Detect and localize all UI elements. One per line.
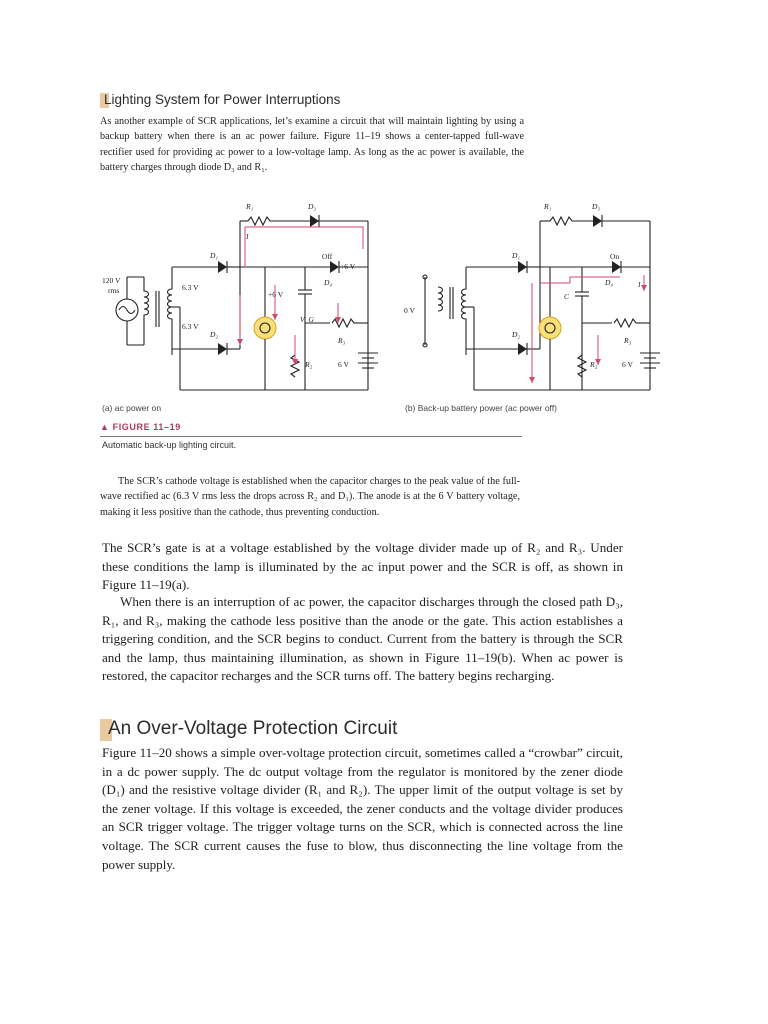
label-secondary-bottom: 6.3 V: [182, 322, 199, 331]
label-d3: D₃: [308, 202, 317, 211]
label-d1: D₁: [512, 251, 521, 260]
label-cap-voltage: +6 V: [268, 290, 284, 299]
resistor-r1-symbol: [248, 217, 270, 225]
label-d1: D₁: [210, 251, 219, 260]
caption-circuit-a: (a) ac power on: [102, 403, 162, 413]
label-source: 120 V: [102, 276, 121, 285]
label-d4: D₄: [605, 278, 614, 287]
label-scr-anode: +6 V: [340, 262, 356, 271]
label-capacitor: C: [564, 292, 570, 301]
intro-paragraph: As another example of SCR applications, let’s examine a circuit that will maintain lighting by using a backup battery when there is an ac power failure. Figure 11–19 shows a center-tapped full-wave rectifier used for providing ac power to a low-voltage lamp. As long as the ac power is available, the battery charges through diode D₃ and R₁.: [100, 116, 524, 174]
diode-d3-symbol: [310, 215, 319, 227]
label-d3: D₃: [592, 202, 601, 211]
label-r3: R₃: [624, 336, 632, 345]
label-d2: D₂: [512, 330, 521, 339]
label-d2: D₂: [210, 330, 219, 339]
label-d4: D₄: [324, 278, 333, 287]
lamp-symbol: [539, 317, 561, 339]
circuit-diagram-b: [400, 195, 662, 400]
section-heading-lighting: Lighting System for Power Interruptions: [100, 92, 336, 107]
label-source-unit: rms: [108, 286, 120, 295]
caption-circuit-b: (b) Back-up battery power (ac power off): [405, 403, 557, 413]
figure-divider: [100, 436, 522, 437]
scr-symbol: [612, 261, 621, 273]
label-scr-state: On: [610, 252, 620, 261]
lamp-symbol: [254, 317, 276, 339]
label-source: 0 V: [404, 306, 415, 315]
overvoltage-paragraph: Figure 11–20 shows a simple over-voltage protection circuit, sometimes called a “crowbar” circuit, in a dc power supply. The dc output voltage from the regulator is monitored by the zener diode (D₁) and the resistive voltage divider (R₁ and R₂). The upper limit of the output voltage is set by the zener voltage. If this voltage is exceeded, the zener conducts and the voltage divider produces an SCR trigger voltage. The trigger voltage turns on the SCR, which is connected across the line voltage. The SCR current causes the fuse to blow, thus disconnecting the line voltage from the power supply.: [102, 745, 623, 872]
label-r2: R₂: [305, 360, 313, 369]
label-current: I: [246, 232, 249, 241]
section-heading-overvoltage: An Over-Voltage Protection Circuit: [100, 718, 389, 740]
resistor-r3-symbol: [332, 319, 354, 327]
circuit-diagram-a: [100, 195, 380, 400]
diode-d2-symbol: [218, 343, 227, 355]
resistor-r3-symbol: [614, 319, 636, 327]
label-r2: R₂: [590, 360, 598, 369]
label-scr-state: Off: [322, 252, 333, 261]
label-secondary-top: 6.3 V: [182, 283, 199, 292]
cathode-paragraph: The SCR’s cathode voltage is established when the capacitor charges to the peak value of the full-wave rectified ac (6.3 V rms less the drops across R₂ and D₁). The anode is at the 6 V battery voltage, making it less positive than the cathode, thus preventing conduction.: [100, 476, 520, 518]
label-r1: R₁: [544, 202, 552, 211]
gate-paragraph: The SCR’s gate is at a voltage established by the voltage divider made up of R₂ and R₃. Under these conditions the lamp is illuminated by the ac input power and the SCR is off, as shown in Figure 11–19(a).: [102, 540, 623, 593]
transformer-secondary: [462, 267, 467, 355]
diode-d2-symbol: [518, 343, 527, 355]
label-battery: 6 V: [622, 360, 633, 369]
interruption-paragraph: When there is an interruption of ac power, the capacitor discharges through the closed path D₃, R₁, and R₃, making the cathode less positive than the anode or the gate. This action establishes a triggering condition, and the SCR begins to conduct. Current from the battery is through the SCR and the lamp, thus maintaining illumination, as shown in Figure 11–19(b). When ac power is restored, the capacitor recharges and the SCR turns off. The battery begins recharging.: [102, 594, 623, 684]
resistor-r1-symbol: [550, 217, 572, 225]
label-battery: 6 V: [338, 360, 349, 369]
scr-symbol: [330, 261, 339, 273]
figure-title: Automatic back-up lighting circuit.: [102, 440, 237, 450]
label-r3: R₃: [338, 336, 346, 345]
label-r1: R₁: [246, 202, 254, 211]
diode-d1-symbol: [518, 261, 527, 273]
figure-label: ▲ FIGURE 11–19: [100, 422, 181, 432]
transformer-primary: [144, 277, 149, 345]
transformer-primary: [438, 287, 443, 311]
diode-d3-symbol: [593, 215, 602, 227]
label-current: I: [638, 280, 641, 289]
diode-d1-symbol: [218, 261, 227, 273]
transformer-secondary: [168, 267, 173, 355]
label-vg: V_G: [300, 315, 314, 324]
